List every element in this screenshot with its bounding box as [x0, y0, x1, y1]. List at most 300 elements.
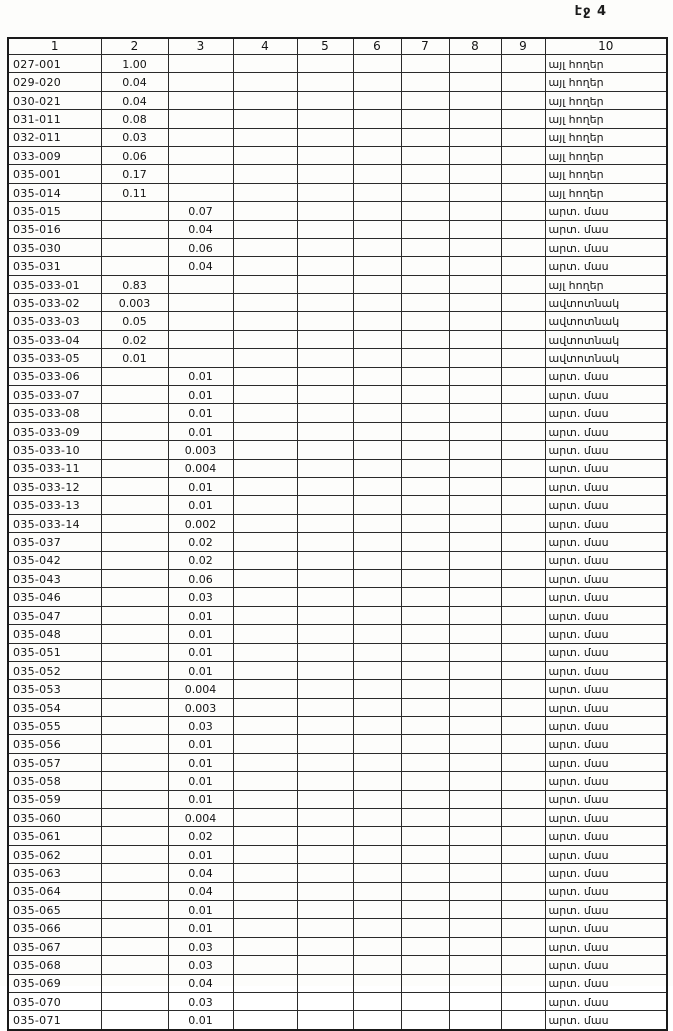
- empty-cell: [449, 275, 501, 293]
- land-type-cell: արտ. մաս: [545, 717, 667, 735]
- value-col2-cell: [101, 753, 168, 771]
- value-col2-cell: 0.06: [101, 146, 168, 164]
- table-row: [8, 128, 667, 146]
- empty-cell: [297, 661, 353, 679]
- empty-cell: [233, 55, 297, 73]
- empty-cell: [401, 257, 449, 275]
- empty-cell: [501, 404, 545, 422]
- empty-cell: [449, 717, 501, 735]
- parcel-code-cell: 031-011: [8, 110, 101, 128]
- empty-cell: [501, 772, 545, 790]
- parcel-code-cell: 029-020: [8, 73, 101, 91]
- empty-cell: [353, 533, 401, 551]
- empty-cell: [449, 367, 501, 385]
- empty-cell: [353, 367, 401, 385]
- value-col3-cell: 0.01: [168, 900, 233, 918]
- empty-cell: [297, 919, 353, 937]
- land-type-cell: արտ. մաս: [545, 202, 667, 220]
- empty-cell: [501, 569, 545, 587]
- land-type-cell: արտ. մաս: [545, 753, 667, 771]
- empty-cell: [449, 146, 501, 164]
- empty-cell: [353, 128, 401, 146]
- land-type-cell: արտ. մաս: [545, 551, 667, 569]
- empty-cell: [353, 864, 401, 882]
- empty-cell: [297, 551, 353, 569]
- empty-cell: [401, 900, 449, 918]
- parcel-code-cell: 035-066: [8, 919, 101, 937]
- land-type-cell: արտ. մաս: [545, 625, 667, 643]
- value-col3-cell: 0.01: [168, 643, 233, 661]
- empty-cell: [449, 956, 501, 974]
- empty-cell: [297, 91, 353, 109]
- table-row: [8, 717, 667, 735]
- empty-cell: [297, 625, 353, 643]
- table-row: [8, 698, 667, 716]
- empty-cell: [401, 533, 449, 551]
- value-col3-cell: 0.06: [168, 569, 233, 587]
- empty-cell: [297, 514, 353, 532]
- parcel-code-cell: 035-033-12: [8, 477, 101, 495]
- empty-cell: [501, 643, 545, 661]
- empty-cell: [233, 845, 297, 863]
- empty-cell: [401, 827, 449, 845]
- empty-cell: [501, 992, 545, 1010]
- empty-cell: [501, 1011, 545, 1030]
- land-type-cell: արտ. մաս: [545, 514, 667, 532]
- table-row: [8, 992, 667, 1010]
- empty-cell: [401, 919, 449, 937]
- land-type-cell: այլ հողեր: [545, 55, 667, 73]
- land-type-cell: արտ. մաս: [545, 367, 667, 385]
- parcel-code-cell: 035-051: [8, 643, 101, 661]
- table-row: [8, 514, 667, 532]
- value-col3-cell: [168, 275, 233, 293]
- table-row: [8, 625, 667, 643]
- empty-cell: [501, 698, 545, 716]
- land-type-cell: արտ. մաս: [545, 919, 667, 937]
- empty-cell: [449, 735, 501, 753]
- empty-cell: [501, 974, 545, 992]
- empty-cell: [297, 992, 353, 1010]
- empty-cell: [353, 1011, 401, 1030]
- empty-cell: [353, 735, 401, 753]
- empty-cell: [297, 459, 353, 477]
- empty-cell: [233, 551, 297, 569]
- empty-cell: [501, 128, 545, 146]
- value-col3-cell: 0.06: [168, 238, 233, 256]
- empty-cell: [449, 790, 501, 808]
- empty-cell: [401, 441, 449, 459]
- empty-cell: [233, 110, 297, 128]
- value-col2-cell: [101, 459, 168, 477]
- empty-cell: [401, 202, 449, 220]
- value-col2-cell: 0.83: [101, 275, 168, 293]
- parcel-code-cell: 035-070: [8, 992, 101, 1010]
- empty-cell: [233, 992, 297, 1010]
- empty-cell: [233, 625, 297, 643]
- table-row: [8, 974, 667, 992]
- empty-cell: [297, 827, 353, 845]
- empty-cell: [297, 956, 353, 974]
- empty-cell: [297, 790, 353, 808]
- land-type-cell: արտ. մաս: [545, 974, 667, 992]
- empty-cell: [297, 367, 353, 385]
- empty-cell: [449, 330, 501, 348]
- empty-cell: [449, 477, 501, 495]
- value-col3-cell: 0.01: [168, 367, 233, 385]
- parcel-code-cell: 035-065: [8, 900, 101, 918]
- empty-cell: [449, 220, 501, 238]
- empty-cell: [233, 477, 297, 495]
- land-type-cell: ավտոտնակ: [545, 330, 667, 348]
- table-row: [8, 165, 667, 183]
- empty-cell: [297, 349, 353, 367]
- table-row: [8, 183, 667, 201]
- empty-cell: [501, 257, 545, 275]
- table-row: [8, 606, 667, 624]
- land-type-cell: արտ. մաս: [545, 882, 667, 900]
- empty-cell: [297, 330, 353, 348]
- empty-cell: [297, 386, 353, 404]
- value-col3-cell: 0.01: [168, 606, 233, 624]
- land-type-cell: այլ հողեր: [545, 165, 667, 183]
- parcel-code-cell: 035-033-05: [8, 349, 101, 367]
- land-type-cell: արտ. մաս: [545, 698, 667, 716]
- table-row: [8, 661, 667, 679]
- value-col2-cell: 1.00: [101, 55, 168, 73]
- land-type-cell: արտ. մաս: [545, 937, 667, 955]
- land-type-cell: արտ. մաս: [545, 220, 667, 238]
- empty-cell: [449, 625, 501, 643]
- empty-cell: [501, 864, 545, 882]
- empty-cell: [449, 845, 501, 863]
- value-col3-cell: 0.004: [168, 809, 233, 827]
- empty-cell: [401, 551, 449, 569]
- empty-cell: [401, 110, 449, 128]
- empty-cell: [353, 257, 401, 275]
- parcel-code-cell: 035-042: [8, 551, 101, 569]
- empty-cell: [401, 680, 449, 698]
- empty-cell: [233, 367, 297, 385]
- table-row: [8, 367, 667, 385]
- empty-cell: [401, 275, 449, 293]
- parcel-code-cell: 035-033-09: [8, 422, 101, 440]
- empty-cell: [353, 809, 401, 827]
- value-col2-cell: [101, 202, 168, 220]
- empty-cell: [297, 533, 353, 551]
- empty-cell: [297, 809, 353, 827]
- empty-cell: [449, 422, 501, 440]
- parcel-code-cell: 035-033-08: [8, 404, 101, 422]
- value-col3-cell: 0.01: [168, 404, 233, 422]
- empty-cell: [297, 55, 353, 73]
- empty-cell: [353, 606, 401, 624]
- empty-cell: [401, 569, 449, 587]
- table-row: [8, 772, 667, 790]
- empty-cell: [353, 698, 401, 716]
- empty-cell: [297, 312, 353, 330]
- empty-cell: [401, 643, 449, 661]
- value-col2-cell: [101, 1011, 168, 1030]
- empty-cell: [297, 183, 353, 201]
- empty-cell: [501, 441, 545, 459]
- land-parcel-table: [7, 37, 668, 1031]
- empty-cell: [449, 128, 501, 146]
- empty-cell: [401, 386, 449, 404]
- empty-cell: [353, 992, 401, 1010]
- empty-cell: [449, 73, 501, 91]
- empty-cell: [401, 882, 449, 900]
- value-col2-cell: 0.01: [101, 349, 168, 367]
- empty-cell: [353, 220, 401, 238]
- empty-cell: [401, 790, 449, 808]
- empty-cell: [233, 937, 297, 955]
- empty-cell: [501, 551, 545, 569]
- empty-cell: [233, 864, 297, 882]
- empty-cell: [297, 680, 353, 698]
- table-row: [8, 643, 667, 661]
- value-col2-cell: [101, 367, 168, 385]
- empty-cell: [233, 386, 297, 404]
- value-col2-cell: 0.003: [101, 294, 168, 312]
- empty-cell: [297, 845, 353, 863]
- empty-cell: [353, 496, 401, 514]
- parcel-code-cell: 032-011: [8, 128, 101, 146]
- empty-cell: [501, 790, 545, 808]
- empty-cell: [233, 349, 297, 367]
- land-type-cell: արտ. մաս: [545, 809, 667, 827]
- parcel-code-cell: 035-033-13: [8, 496, 101, 514]
- value-col2-cell: 0.02: [101, 330, 168, 348]
- empty-cell: [401, 422, 449, 440]
- empty-cell: [449, 606, 501, 624]
- empty-cell: [401, 864, 449, 882]
- value-col2-cell: [101, 864, 168, 882]
- parcel-code-cell: 035-064: [8, 882, 101, 900]
- value-col2-cell: [101, 441, 168, 459]
- parcel-code-cell: 035-033-02: [8, 294, 101, 312]
- empty-cell: [501, 202, 545, 220]
- empty-cell: [297, 477, 353, 495]
- empty-cell: [401, 183, 449, 201]
- empty-cell: [233, 680, 297, 698]
- value-col3-cell: [168, 312, 233, 330]
- table-header-row: [8, 38, 667, 55]
- empty-cell: [401, 404, 449, 422]
- empty-cell: [353, 643, 401, 661]
- land-type-cell: այլ հողեր: [545, 275, 667, 293]
- empty-cell: [233, 1011, 297, 1030]
- table-row: [8, 257, 667, 275]
- empty-cell: [233, 146, 297, 164]
- land-type-cell: ավտոտնակ: [545, 294, 667, 312]
- parcel-code-cell: 035-053: [8, 680, 101, 698]
- empty-cell: [233, 919, 297, 937]
- empty-cell: [449, 864, 501, 882]
- empty-cell: [353, 275, 401, 293]
- parcel-code-cell: 035-068: [8, 956, 101, 974]
- empty-cell: [353, 753, 401, 771]
- empty-cell: [297, 772, 353, 790]
- empty-cell: [449, 312, 501, 330]
- value-col3-cell: [168, 294, 233, 312]
- empty-cell: [449, 257, 501, 275]
- column-header: 9: [501, 38, 545, 55]
- empty-cell: [297, 441, 353, 459]
- empty-cell: [297, 275, 353, 293]
- parcel-code-cell: 035-047: [8, 606, 101, 624]
- land-type-cell: այլ հողեր: [545, 91, 667, 109]
- empty-cell: [401, 220, 449, 238]
- empty-cell: [501, 165, 545, 183]
- parcel-code-cell: 035-030: [8, 238, 101, 256]
- empty-cell: [297, 422, 353, 440]
- empty-cell: [401, 698, 449, 716]
- empty-cell: [501, 294, 545, 312]
- parcel-code-cell: 035-058: [8, 772, 101, 790]
- value-col3-cell: 0.01: [168, 753, 233, 771]
- parcel-code-cell: 035-033-01: [8, 275, 101, 293]
- table-row: [8, 900, 667, 918]
- empty-cell: [353, 330, 401, 348]
- value-col3-cell: [168, 183, 233, 201]
- empty-cell: [449, 882, 501, 900]
- empty-cell: [401, 809, 449, 827]
- table-row: [8, 441, 667, 459]
- empty-cell: [353, 165, 401, 183]
- value-col3-cell: 0.04: [168, 974, 233, 992]
- empty-cell: [401, 992, 449, 1010]
- value-col2-cell: [101, 827, 168, 845]
- empty-cell: [353, 238, 401, 256]
- value-col3-cell: 0.01: [168, 496, 233, 514]
- parcel-code-cell: 035-071: [8, 1011, 101, 1030]
- value-col3-cell: [168, 349, 233, 367]
- parcel-code-cell: 035-014: [8, 183, 101, 201]
- empty-cell: [401, 294, 449, 312]
- empty-cell: [233, 238, 297, 256]
- empty-cell: [233, 956, 297, 974]
- value-col3-cell: [168, 146, 233, 164]
- value-col3-cell: 0.01: [168, 422, 233, 440]
- value-col3-cell: 0.01: [168, 1011, 233, 1030]
- empty-cell: [449, 661, 501, 679]
- value-col2-cell: [101, 937, 168, 955]
- empty-cell: [401, 606, 449, 624]
- parcel-code-cell: 035-067: [8, 937, 101, 955]
- empty-cell: [297, 146, 353, 164]
- table-row: [8, 680, 667, 698]
- empty-cell: [297, 864, 353, 882]
- empty-cell: [233, 91, 297, 109]
- empty-cell: [233, 257, 297, 275]
- empty-cell: [353, 110, 401, 128]
- empty-cell: [233, 974, 297, 992]
- empty-cell: [401, 146, 449, 164]
- value-col2-cell: [101, 882, 168, 900]
- value-col3-cell: 0.01: [168, 477, 233, 495]
- value-col3-cell: 0.003: [168, 441, 233, 459]
- empty-cell: [449, 643, 501, 661]
- value-col3-cell: 0.02: [168, 827, 233, 845]
- empty-cell: [501, 477, 545, 495]
- empty-cell: [401, 91, 449, 109]
- value-col2-cell: [101, 919, 168, 937]
- table-row: [8, 937, 667, 955]
- parcel-code-cell: 035-048: [8, 625, 101, 643]
- empty-cell: [501, 459, 545, 477]
- land-type-cell: արտ. մաս: [545, 992, 667, 1010]
- empty-cell: [449, 404, 501, 422]
- parcel-code-cell: 027-001: [8, 55, 101, 73]
- empty-cell: [297, 937, 353, 955]
- empty-cell: [297, 202, 353, 220]
- value-col2-cell: 0.17: [101, 165, 168, 183]
- parcel-code-cell: 035-056: [8, 735, 101, 753]
- empty-cell: [449, 588, 501, 606]
- empty-cell: [401, 477, 449, 495]
- value-col2-cell: [101, 680, 168, 698]
- land-type-cell: այլ հողեր: [545, 73, 667, 91]
- empty-cell: [501, 496, 545, 514]
- value-col2-cell: 0.11: [101, 183, 168, 201]
- land-type-cell: արտ. մաս: [545, 238, 667, 256]
- empty-cell: [233, 753, 297, 771]
- table-row: [8, 588, 667, 606]
- empty-cell: [449, 349, 501, 367]
- land-type-cell: արտ. մաս: [545, 680, 667, 698]
- empty-cell: [353, 294, 401, 312]
- land-type-cell: արտ. մաս: [545, 257, 667, 275]
- empty-cell: [353, 386, 401, 404]
- empty-cell: [353, 91, 401, 109]
- empty-cell: [449, 533, 501, 551]
- empty-cell: [233, 404, 297, 422]
- empty-cell: [297, 165, 353, 183]
- empty-cell: [449, 202, 501, 220]
- empty-cell: [297, 73, 353, 91]
- empty-cell: [297, 735, 353, 753]
- column-header: 8: [449, 38, 501, 55]
- table-row: [8, 422, 667, 440]
- empty-cell: [449, 386, 501, 404]
- empty-cell: [501, 183, 545, 201]
- empty-cell: [449, 238, 501, 256]
- empty-cell: [353, 790, 401, 808]
- table-row: [8, 330, 667, 348]
- value-col2-cell: 0.04: [101, 73, 168, 91]
- table-row: [8, 827, 667, 845]
- table-row: [8, 91, 667, 109]
- value-col2-cell: [101, 422, 168, 440]
- land-type-cell: արտ. մաս: [545, 496, 667, 514]
- value-col3-cell: 0.01: [168, 772, 233, 790]
- value-col2-cell: [101, 386, 168, 404]
- empty-cell: [449, 919, 501, 937]
- empty-cell: [297, 900, 353, 918]
- value-col3-cell: 0.004: [168, 459, 233, 477]
- value-col3-cell: 0.003: [168, 698, 233, 716]
- empty-cell: [353, 974, 401, 992]
- empty-cell: [449, 809, 501, 827]
- table-row: [8, 55, 667, 73]
- empty-cell: [297, 238, 353, 256]
- empty-cell: [401, 772, 449, 790]
- empty-cell: [297, 753, 353, 771]
- empty-cell: [501, 735, 545, 753]
- value-col3-cell: 0.01: [168, 735, 233, 753]
- empty-cell: [401, 625, 449, 643]
